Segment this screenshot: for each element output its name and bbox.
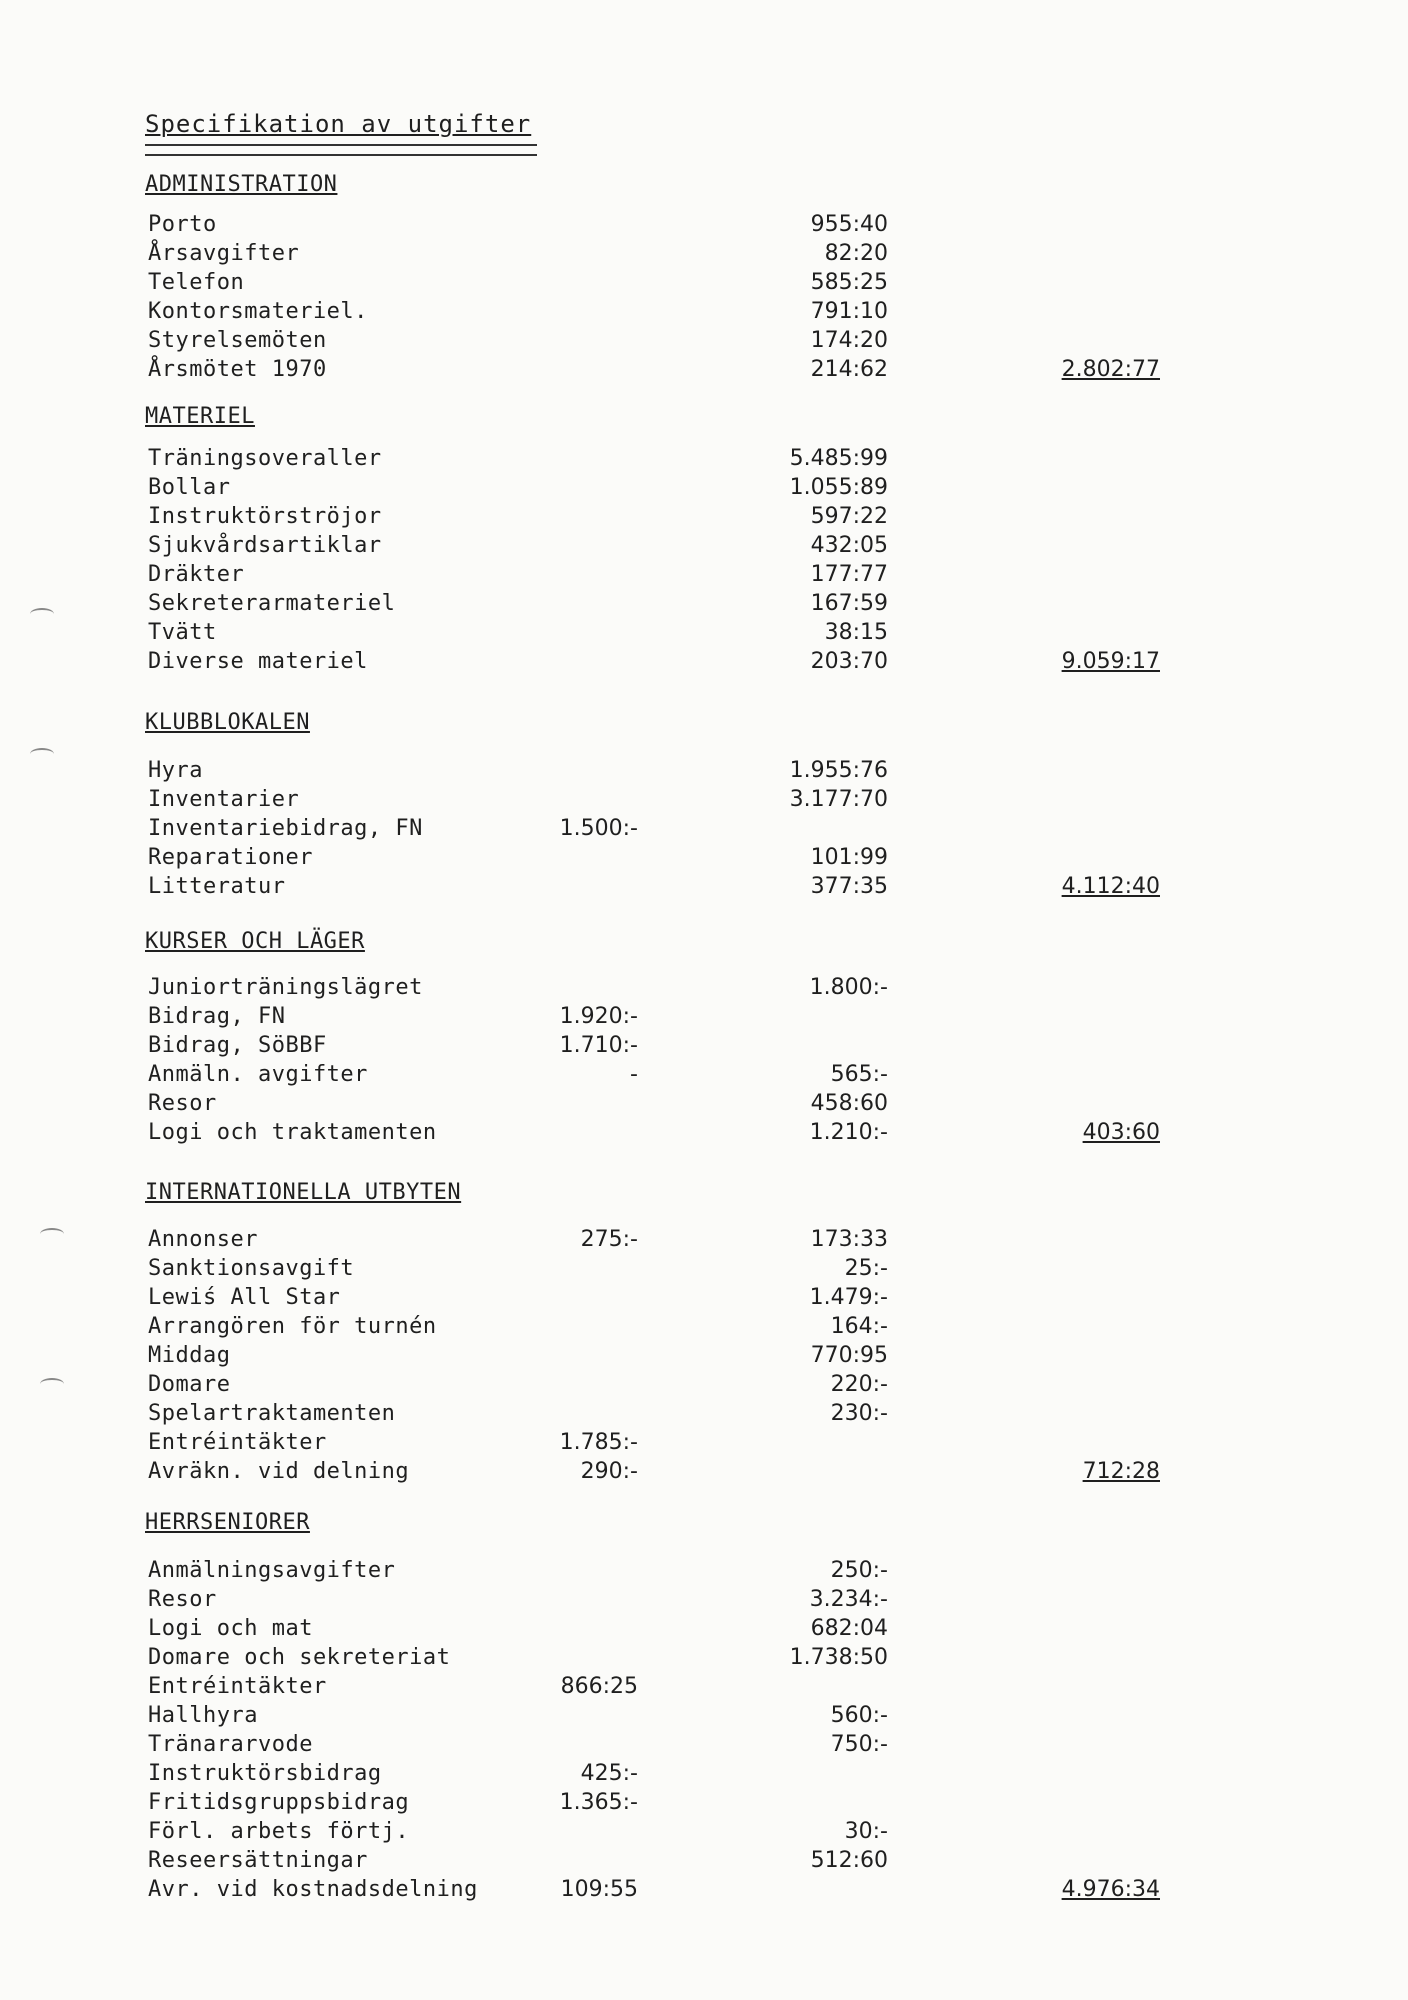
- expense-row: [0, 1120, 1408, 1149]
- section-heading: KLUBBLOKALEN: [145, 710, 310, 735]
- expense-row: [0, 1616, 1408, 1645]
- row-label: Arrangören för turnén: [148, 1314, 437, 1339]
- row-label: Instruktörsbidrag: [148, 1761, 382, 1786]
- expense-row: [0, 270, 1408, 299]
- row-amount: 230:-: [830, 1401, 888, 1426]
- section-subtotal: 4.976:34: [1061, 1877, 1160, 1902]
- row-amount: 174:20: [810, 328, 888, 353]
- expense-row: [0, 1401, 1408, 1430]
- expense-row: [0, 1790, 1408, 1819]
- expense-row: [0, 357, 1408, 386]
- row-amount: 38:15: [824, 620, 888, 645]
- row-label: Anmälningsavgifter: [148, 1558, 396, 1583]
- expense-row: [0, 446, 1408, 475]
- expense-row: [0, 1877, 1408, 1906]
- row-label: Avräkn. vid delning: [148, 1459, 410, 1484]
- row-label: Tränararvode: [148, 1732, 313, 1757]
- row-label: Bidrag, SöBBF: [148, 1033, 327, 1058]
- row-label: Sekreterarmateriel: [148, 591, 396, 616]
- row-label: Logi och mat: [148, 1616, 313, 1641]
- expense-row: [0, 1459, 1408, 1488]
- row-label: Träningsoveraller: [148, 446, 382, 471]
- row-label: Domare och sekreteriat: [148, 1645, 451, 1670]
- row-offset-amount: 1.500:-: [559, 816, 638, 841]
- expense-row: [0, 845, 1408, 874]
- expense-row: [0, 1033, 1408, 1062]
- row-label: Reparationer: [148, 845, 313, 870]
- row-label: Årsavgifter: [148, 241, 300, 266]
- row-amount: 177:77: [810, 562, 888, 587]
- row-amount: 101:99: [810, 845, 888, 870]
- row-label: Styrelsemöten: [148, 328, 327, 353]
- row-label: Sanktionsavgift: [148, 1256, 355, 1281]
- row-amount: 3.177:70: [789, 787, 888, 812]
- punch-mark: [40, 1228, 64, 1240]
- expense-row: [0, 1004, 1408, 1033]
- row-label: Telefon: [148, 270, 245, 295]
- punch-mark: [30, 748, 54, 760]
- row-label: Middag: [148, 1343, 231, 1368]
- row-amount: 682:04: [810, 1616, 888, 1641]
- expense-row: [0, 562, 1408, 591]
- expense-row: [0, 1343, 1408, 1372]
- row-label: Domare: [148, 1372, 231, 1397]
- section-heading: ADMINISTRATION: [145, 172, 338, 197]
- expense-row: [0, 816, 1408, 845]
- row-amount: 585:25: [810, 270, 888, 295]
- expense-row: [0, 1372, 1408, 1401]
- row-label: Förl. arbets förtj.: [148, 1819, 410, 1844]
- expense-row: [0, 1761, 1408, 1790]
- expense-row: [0, 1285, 1408, 1314]
- expense-row: [0, 1732, 1408, 1761]
- row-label: Lewiś All Star: [148, 1285, 341, 1310]
- title-double-rule: [145, 144, 537, 156]
- row-label: Tvätt: [148, 620, 217, 645]
- row-label: Litteratur: [148, 874, 286, 899]
- row-amount: 560:-: [830, 1703, 888, 1728]
- row-amount: 1.479:-: [809, 1285, 888, 1310]
- row-label: Instruktörströjor: [148, 504, 382, 529]
- row-label: Entréintäkter: [148, 1430, 327, 1455]
- row-label: Resor: [148, 1091, 217, 1116]
- expense-row: [0, 1430, 1408, 1459]
- row-label: Porto: [148, 212, 217, 237]
- row-label: Hyra: [148, 758, 203, 783]
- row-offset-amount: 109:55: [560, 1877, 638, 1902]
- row-label: Inventariebidrag, FN: [148, 816, 423, 841]
- expense-row: [0, 1587, 1408, 1616]
- section-heading: MATERIEL: [145, 404, 255, 429]
- row-offset-amount: 275:-: [580, 1227, 638, 1252]
- section-heading: INTERNATIONELLA UTBYTEN: [145, 1180, 462, 1205]
- row-label: Resor: [148, 1587, 217, 1612]
- expense-row: [0, 620, 1408, 649]
- row-amount: 214:62: [810, 357, 888, 382]
- expense-row: [0, 1848, 1408, 1877]
- row-offset-amount: 866:25: [560, 1674, 638, 1699]
- row-offset-amount: 1.710:-: [559, 1033, 638, 1058]
- row-label: Årsmötet 1970: [148, 357, 327, 382]
- row-label: Anmäln. avgifter: [148, 1062, 368, 1087]
- row-label: Avr. vid kostnadsdelning: [148, 1877, 478, 1902]
- row-amount: 250:-: [830, 1558, 888, 1583]
- section-subtotal: 403:60: [1082, 1120, 1160, 1145]
- row-label: Dräkter: [148, 562, 245, 587]
- expense-row: [0, 591, 1408, 620]
- expense-row: [0, 1703, 1408, 1732]
- row-amount: 220:-: [830, 1372, 888, 1397]
- row-amount: 1.800:-: [809, 975, 888, 1000]
- expense-row: [0, 212, 1408, 241]
- row-label: Hallhyra: [148, 1703, 258, 1728]
- expense-row: [0, 475, 1408, 504]
- row-amount: 25:-: [844, 1256, 888, 1281]
- row-label: Entréintäkter: [148, 1674, 327, 1699]
- row-offset-amount: 1.365:-: [559, 1790, 638, 1815]
- row-amount: 1.210:-: [809, 1120, 888, 1145]
- row-amount: 458:60: [810, 1091, 888, 1116]
- expense-row: [0, 533, 1408, 562]
- row-amount: 597:22: [810, 504, 888, 529]
- row-label: Logi och traktamenten: [148, 1120, 437, 1145]
- expense-row: [0, 1062, 1408, 1091]
- section-subtotal: 2.802:77: [1061, 357, 1160, 382]
- expense-row: [0, 975, 1408, 1004]
- row-amount: 1.738:50: [789, 1645, 888, 1670]
- row-offset-amount: -: [630, 1062, 638, 1087]
- section-subtotal: 9.059:17: [1061, 649, 1160, 674]
- row-amount: 164:-: [830, 1314, 888, 1339]
- expense-row: [0, 299, 1408, 328]
- expense-row: [0, 241, 1408, 270]
- row-label: Reseersättningar: [148, 1848, 368, 1873]
- row-label: Sjukvårdsartiklar: [148, 533, 382, 558]
- expense-row: [0, 1227, 1408, 1256]
- row-amount: 432:05: [810, 533, 888, 558]
- punch-mark: [40, 1378, 64, 1390]
- expense-row: [0, 787, 1408, 816]
- row-amount: 955:40: [810, 212, 888, 237]
- expense-row: [0, 874, 1408, 903]
- section-heading: KURSER OCH LÄGER: [145, 929, 365, 954]
- row-amount: 565:-: [830, 1062, 888, 1087]
- section-subtotal: 712:28: [1082, 1459, 1160, 1484]
- row-amount: 203:70: [810, 649, 888, 674]
- expense-row: [0, 1645, 1408, 1674]
- row-label: Inventarier: [148, 787, 300, 812]
- row-amount: 512:60: [810, 1848, 888, 1873]
- row-label: Bollar: [148, 475, 231, 500]
- expense-row: [0, 1558, 1408, 1587]
- row-label: Kontorsmateriel.: [148, 299, 368, 324]
- row-amount: 173:33: [810, 1227, 888, 1252]
- row-offset-amount: 1.785:-: [559, 1430, 638, 1455]
- row-offset-amount: 1.920:-: [559, 1004, 638, 1029]
- punch-mark: [30, 608, 54, 620]
- row-label: Fritidsgruppsbidrag: [148, 1790, 410, 1815]
- expense-row: [0, 758, 1408, 787]
- expense-row: [0, 649, 1408, 678]
- section-subtotal: 4.112:40: [1061, 874, 1160, 899]
- row-label: Spelartraktamenten: [148, 1401, 396, 1426]
- expense-row: [0, 1819, 1408, 1848]
- row-amount: 377:35: [810, 874, 888, 899]
- row-amount: 1.055:89: [789, 475, 888, 500]
- expense-row: [0, 1091, 1408, 1120]
- row-amount: 3.234:-: [809, 1587, 888, 1612]
- row-amount: 30:-: [844, 1819, 888, 1844]
- row-amount: 770:95: [810, 1343, 888, 1368]
- expense-row: [0, 1256, 1408, 1285]
- row-label: Diverse materiel: [148, 649, 368, 674]
- expense-row: [0, 328, 1408, 357]
- row-amount: 5.485:99: [789, 446, 888, 471]
- row-amount: 167:59: [810, 591, 888, 616]
- row-offset-amount: 425:-: [580, 1761, 638, 1786]
- row-amount: 750:-: [830, 1732, 888, 1757]
- row-label: Annonser: [148, 1227, 258, 1252]
- row-amount: 82:20: [824, 241, 888, 266]
- expense-row: [0, 1314, 1408, 1343]
- expense-row: [0, 504, 1408, 533]
- expense-row: [0, 1674, 1408, 1703]
- row-offset-amount: 290:-: [580, 1459, 638, 1484]
- document-title: Specifikation av utgifter: [145, 110, 532, 138]
- row-amount: 1.955:76: [789, 758, 888, 783]
- row-amount: 791:10: [810, 299, 888, 324]
- section-heading: HERRSENIORER: [145, 1510, 310, 1535]
- row-label: Bidrag, FN: [148, 1004, 286, 1029]
- row-label: Juniorträningslägret: [148, 975, 423, 1000]
